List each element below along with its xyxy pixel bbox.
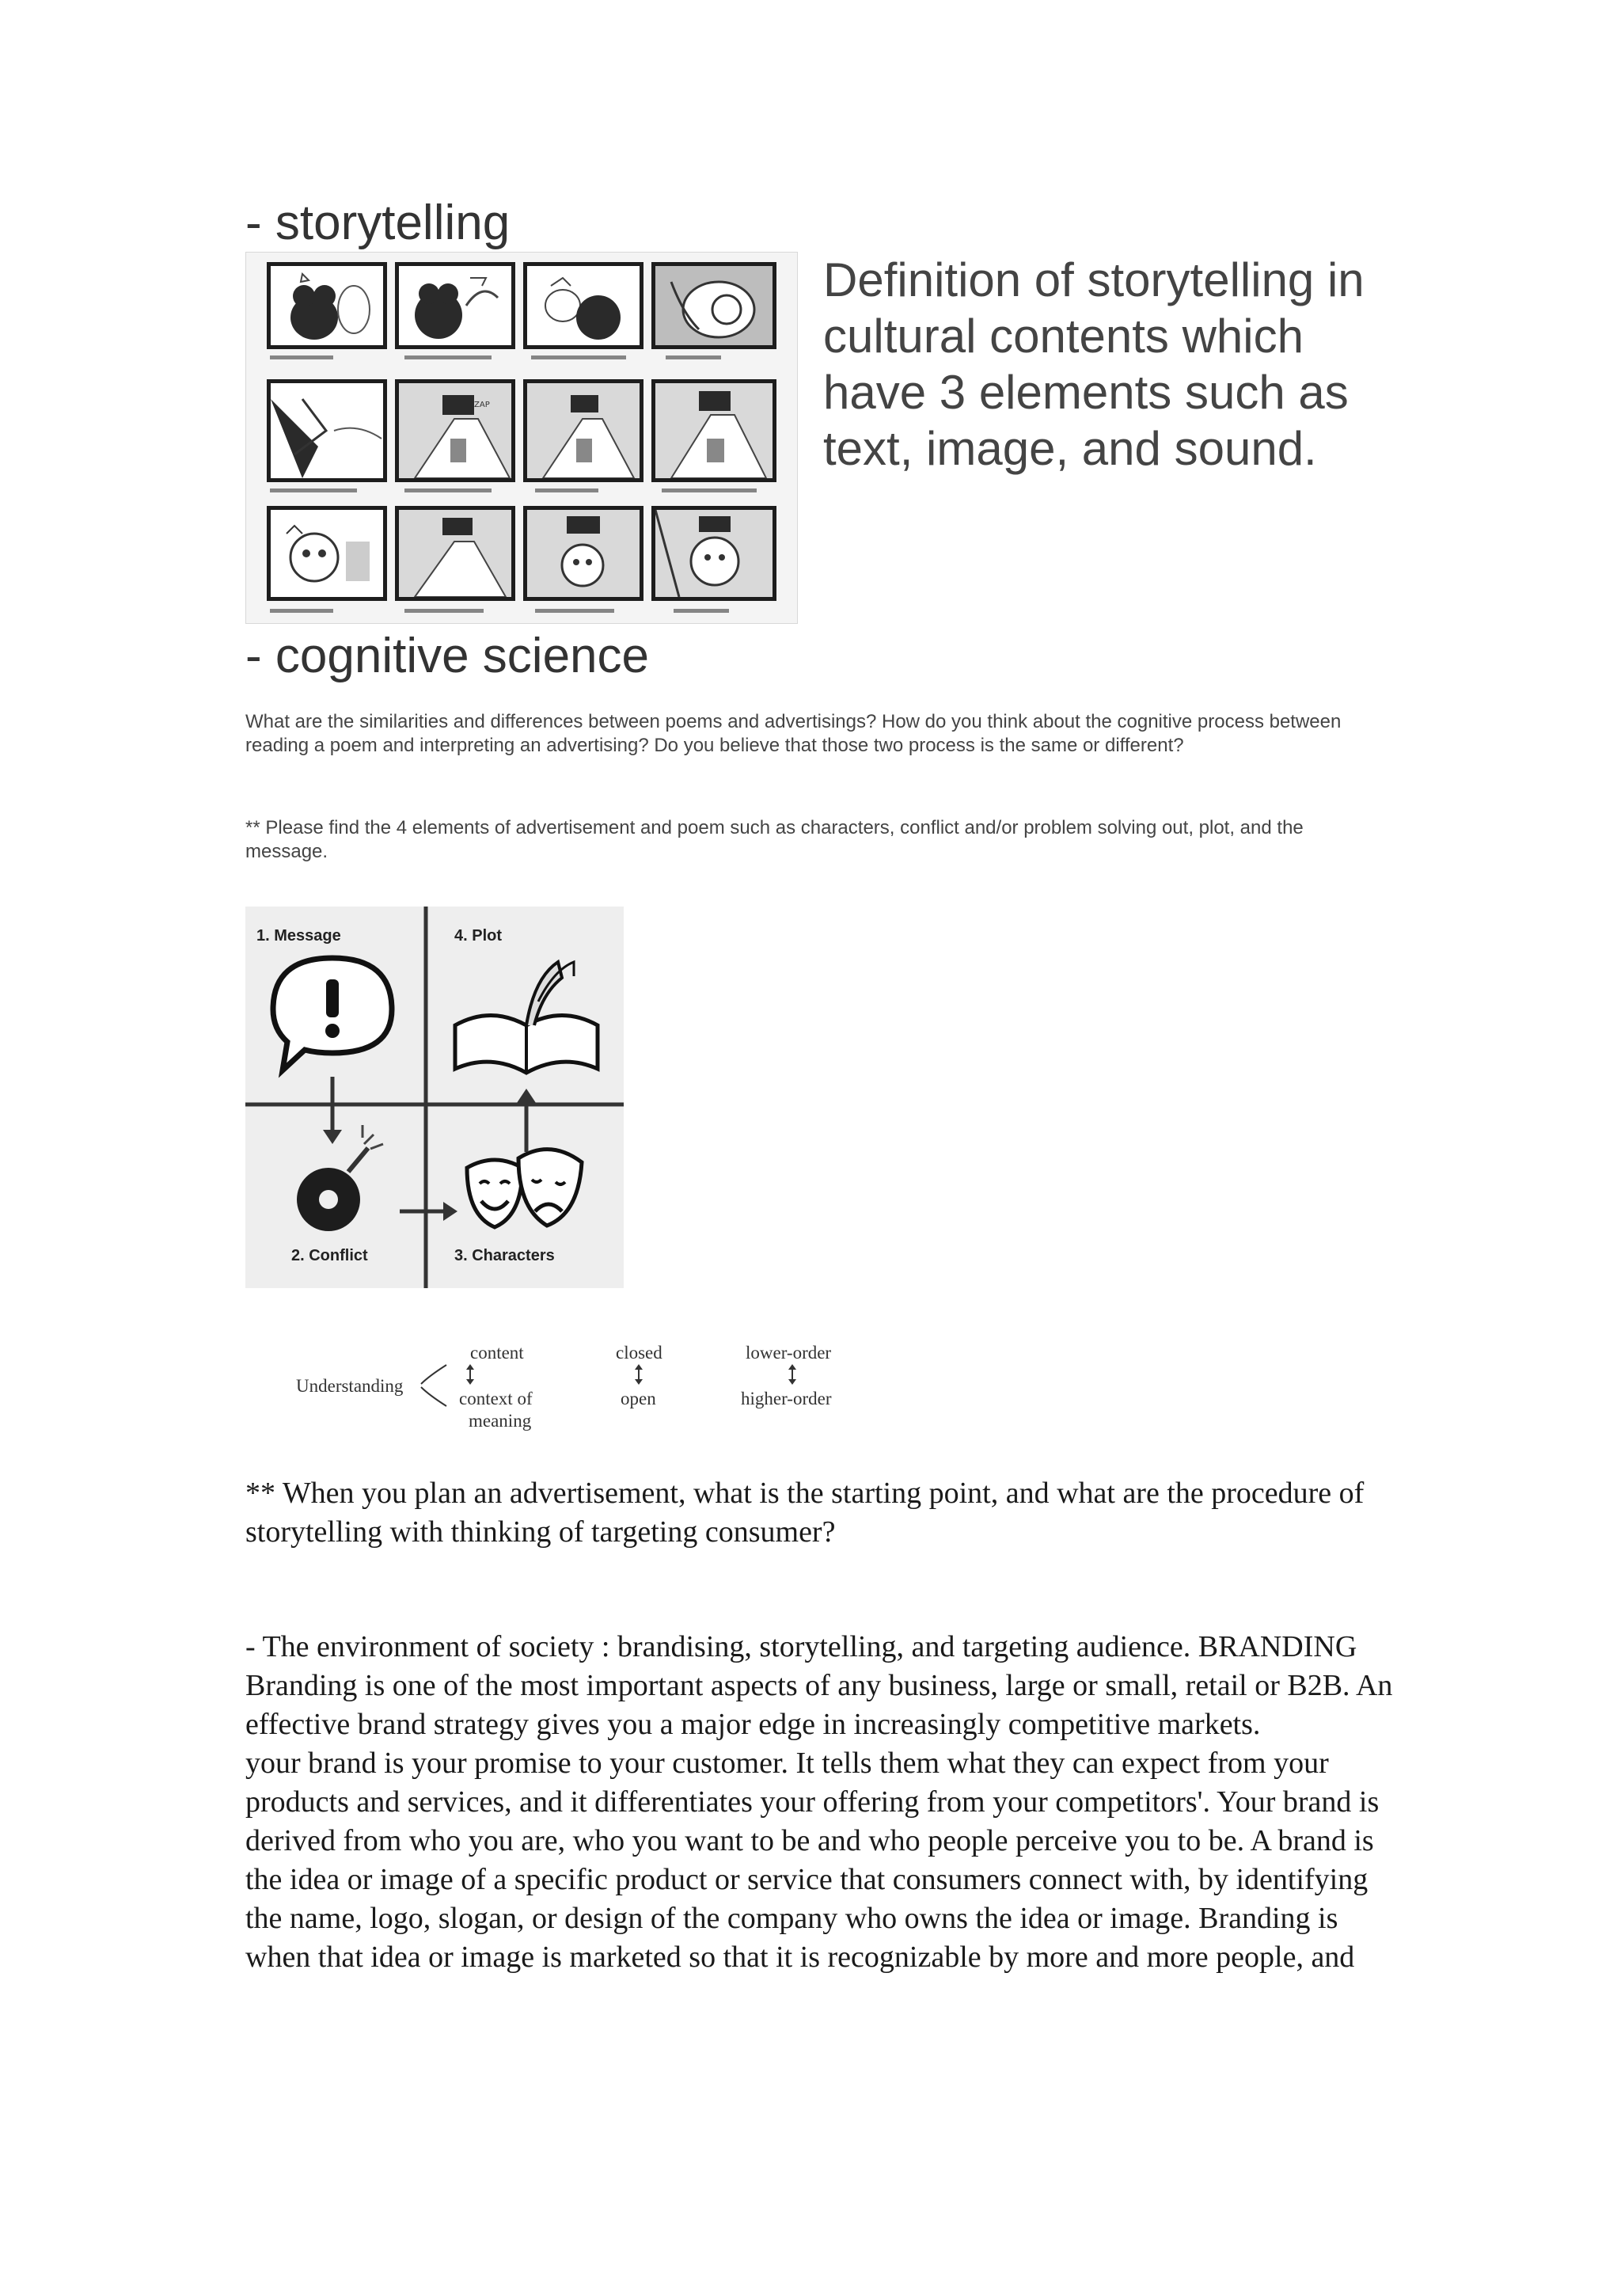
advertisement-question: ** When you plan an advertisement, what is the starting point, and what are the procedure of storytelling with thinking of targeting consumer?: [245, 1477, 1365, 1549]
four-elements-diagram: [245, 907, 624, 1288]
branding-paragraph-2: your brand is your promise to your customer. It tells them what they can expect from your products and services, and it differentiates your offering from your competitors'. Your brand is derived from who you are, who you want to be and who people perceive you to be. A brand is the idea or image of a specific product or service that consumers connect with, by identifying the name, logo, slogan, or design of the company who owns the idea or image. Branding is when that idea or image is marketed so that it is recognizable by more and more people, and: [245, 1747, 1380, 1974]
storyboard-panel: [651, 262, 776, 349]
definition-text: Definition of storytelling in cultural contents which have 3 elements such as text, image, and sound.: [823, 253, 1365, 475]
element-plot-label: 4. Plot: [454, 927, 503, 945]
storyboard-panel: [651, 379, 776, 482]
understanding-content: content: [470, 1343, 524, 1363]
storyboard-panel: [651, 506, 776, 601]
element-characters-label: 3. Characters: [454, 1247, 555, 1264]
branding-section: [245, 1628, 1401, 1977]
understanding-closed: closed: [616, 1343, 662, 1363]
storyboard-panel: [395, 262, 515, 349]
understanding-lower-order: lower-order: [746, 1343, 832, 1363]
storyboard-panel: [267, 506, 387, 601]
understanding-open: open: [621, 1389, 656, 1408]
storyboard-panel: [267, 379, 387, 482]
storyboard-panel: [267, 262, 387, 349]
storyboard-panel: [523, 262, 643, 349]
understanding-root: Understanding: [296, 1376, 404, 1396]
storyboard-panel: [523, 379, 643, 482]
understanding-context: context of: [459, 1389, 533, 1408]
storyboard-panel: [523, 506, 643, 601]
storyboard-image: [245, 252, 798, 624]
understanding-higher-order: higher-order: [741, 1389, 832, 1408]
four-elements-note: ** Please find the 4 elements of advertisement and poem such as characters, conflict and/or problem solving out, plot, and the message.: [245, 817, 1304, 862]
storyboard-panel: [395, 506, 515, 601]
storytelling-heading: - storytelling: [245, 196, 511, 250]
branding-paragraph-1: - The environment of society : brandising, storytelling, and targeting audience. BRANDING Branding is one of the most important aspects of any business, large or small, retail or B2B. An effective brand strategy gives you a major edge in increasingly competitive markets.: [245, 1630, 1393, 1741]
element-message-label: 1. Message: [256, 927, 341, 945]
cognitive-science-heading: - cognitive science: [245, 629, 650, 683]
element-conflict-label: 2. Conflict: [291, 1247, 368, 1264]
svg-text:ZAP: ZAP: [474, 401, 490, 409]
understanding-diagram: [285, 1338, 855, 1449]
storyboard-panel: [395, 379, 515, 482]
understanding-meaning: meaning: [469, 1411, 532, 1431]
cognitive-question: What are the similarities and differences between poems and advertisings? How do you think about the cognitive process between reading a poem and interpreting an advertising? Do you believe that those two process is the same or different?: [245, 711, 1342, 756]
